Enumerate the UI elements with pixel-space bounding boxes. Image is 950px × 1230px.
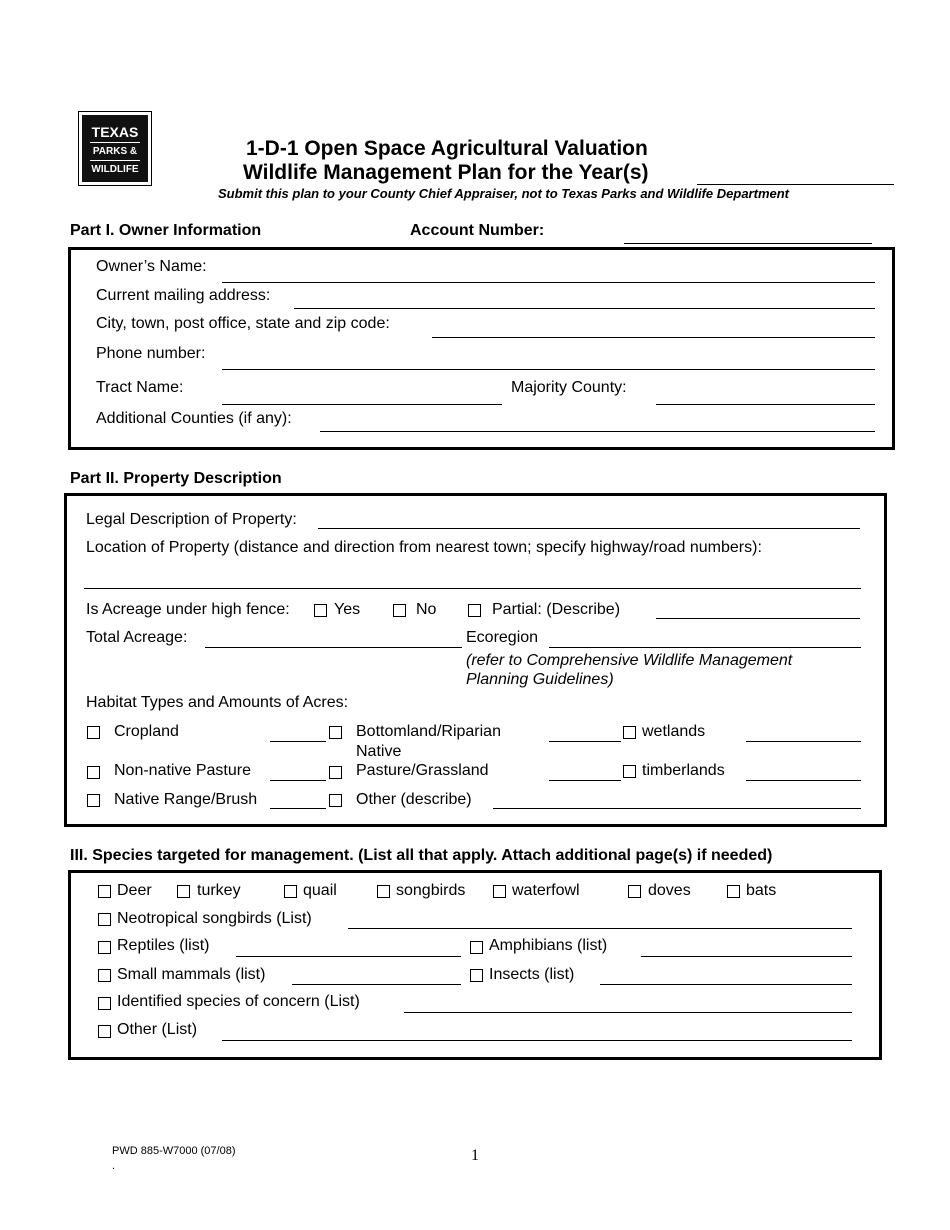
timberlands-acres-field[interactable] (746, 780, 861, 781)
ecoregion-note-line1: (refer to Comprehensive Wildlife Management (466, 652, 793, 669)
turkey-label: turkey (197, 882, 241, 899)
native-label: Native (356, 743, 402, 760)
waterfowl-label: waterfowl (512, 882, 580, 899)
part3-heading: III. Species targeted for management. (List all that apply. Attach additional page(s) if needed) (70, 847, 773, 864)
account-number-field[interactable] (624, 243, 872, 244)
city-field[interactable] (432, 337, 875, 338)
city-label: City, town, post office, state and zip code: (96, 315, 390, 332)
ecoregion-note-line2: Planning Guidelines) (466, 671, 614, 688)
turkey-checkbox[interactable] (177, 885, 190, 898)
small-mammals-field[interactable] (292, 984, 461, 985)
tract-name-field[interactable] (222, 404, 502, 405)
other-habitat-label: Other (describe) (356, 791, 472, 808)
amphibians-checkbox[interactable] (470, 941, 483, 954)
high-fence-label: Is Acreage under high fence: (86, 601, 290, 618)
bats-label: bats (746, 882, 777, 899)
form-title: 1-D-1 Open Space Agricultural Valuation (246, 137, 648, 160)
amphibians-label: Amphibians (list) (489, 937, 608, 954)
waterfowl-checkbox[interactable] (493, 885, 506, 898)
neotropical-field[interactable] (348, 928, 852, 929)
additional-counties-label: Additional Counties (if any): (96, 410, 292, 427)
additional-counties-field[interactable] (320, 431, 875, 432)
high-fence-no-label: No (416, 601, 437, 618)
majority-county-label: Majority County: (511, 379, 627, 396)
timberlands-checkbox[interactable] (623, 765, 636, 778)
non-native-pasture-checkbox[interactable] (87, 766, 100, 779)
owners-name-field[interactable] (222, 282, 875, 283)
species-of-concern-checkbox[interactable] (98, 997, 111, 1010)
native-pasture-checkbox[interactable] (329, 766, 342, 779)
neotropical-checkbox[interactable] (98, 913, 111, 926)
phone-label: Phone number: (96, 345, 206, 362)
other-species-field[interactable] (222, 1040, 852, 1041)
songbirds-label: songbirds (396, 882, 466, 899)
high-fence-partial-label: Partial: (Describe) (492, 601, 621, 618)
wetlands-acres-field[interactable] (746, 741, 861, 742)
reptiles-checkbox[interactable] (98, 941, 111, 954)
other-species-label: Other (List) (117, 1021, 198, 1038)
total-acreage-field[interactable] (205, 647, 462, 648)
native-pasture-label: Pasture/Grassland (356, 762, 489, 779)
small-mammals-checkbox[interactable] (98, 969, 111, 982)
owners-name-label: Owner’s Name: (96, 258, 207, 275)
non-native-pasture-label: Non-native Pasture (114, 762, 251, 779)
part2-heading: Part II. Property Description (70, 470, 282, 487)
high-fence-no-checkbox[interactable] (393, 604, 406, 617)
high-fence-partial-checkbox[interactable] (468, 604, 481, 617)
insects-field[interactable] (600, 984, 852, 985)
form-title-year: Wildlife Management Plan for the Year(s) (243, 161, 649, 184)
species-of-concern-label: Identified species of concern (List) (117, 993, 360, 1010)
native-range-checkbox[interactable] (87, 794, 100, 807)
reptiles-field[interactable] (236, 956, 461, 957)
high-fence-yes-label: Yes (334, 601, 361, 618)
logo-line-wildlife: WILDLIFE (91, 164, 139, 175)
form-subtitle: Submit this plan to your County Chief Appraiser, not to Texas Parks and Wildlife Department (218, 186, 789, 201)
ecoregion-label: Ecoregion (466, 629, 539, 646)
deer-checkbox[interactable] (98, 885, 111, 898)
high-fence-yes-checkbox[interactable] (314, 604, 327, 617)
form-number: PWD 885-W7000 (07/08) (112, 1145, 236, 1157)
other-species-checkbox[interactable] (98, 1025, 111, 1038)
total-acreage-label: Total Acreage: (86, 629, 188, 646)
partial-describe-field[interactable] (656, 618, 860, 619)
quail-label: quail (303, 882, 337, 899)
part1-heading: Part I. Owner Information (70, 222, 262, 239)
species-of-concern-field[interactable] (404, 1012, 852, 1013)
ecoregion-field[interactable] (549, 647, 861, 648)
account-number-label: Account Number: (410, 222, 545, 239)
cropland-checkbox[interactable] (87, 726, 100, 739)
page-number: 1 (471, 1147, 479, 1164)
wetlands-checkbox[interactable] (623, 726, 636, 739)
year-field-line[interactable] (697, 184, 894, 185)
location-label: Location of Property (distance and direction from nearest town; specify highway/road numbers): (86, 539, 762, 556)
habitat-heading: Habitat Types and Amounts of Acres: (86, 694, 349, 711)
cropland-acres-field[interactable] (270, 741, 326, 742)
bats-checkbox[interactable] (727, 885, 740, 898)
doves-checkbox[interactable] (628, 885, 641, 898)
doves-label: doves (648, 882, 691, 899)
bottomland-label: Bottomland/Riparian (356, 723, 501, 740)
reptiles-label: Reptiles (list) (117, 937, 210, 954)
amphibians-field[interactable] (641, 956, 852, 957)
wetlands-label: wetlands (642, 723, 706, 740)
native-range-label: Native Range/Brush (114, 791, 258, 808)
majority-county-field[interactable] (656, 404, 875, 405)
deer-label: Deer (117, 882, 152, 899)
bottomland-acres-field[interactable] (549, 741, 621, 742)
small-mammals-label: Small mammals (list) (117, 966, 266, 983)
native-range-acres-field[interactable] (270, 808, 326, 809)
other-habitat-checkbox[interactable] (329, 794, 342, 807)
legal-description-field[interactable] (318, 528, 860, 529)
songbirds-checkbox[interactable] (377, 885, 390, 898)
tpwd-logo (78, 111, 152, 186)
other-habitat-field[interactable] (493, 808, 861, 809)
mailing-address-field[interactable] (294, 308, 875, 309)
bottomland-checkbox[interactable] (329, 726, 342, 739)
native-pasture-acres-field[interactable] (549, 780, 621, 781)
neotropical-label: Neotropical songbirds (List) (117, 910, 312, 927)
tract-name-label: Tract Name: (96, 379, 184, 396)
timberlands-label: timberlands (642, 762, 725, 779)
legal-description-label: Legal Description of Property: (86, 511, 297, 528)
insects-checkbox[interactable] (470, 969, 483, 982)
logo-line-texas: TEXAS (91, 124, 139, 140)
footer-dot: . (112, 1160, 116, 1172)
phone-field[interactable] (222, 369, 875, 370)
logo-line-parks: PARKS & (92, 146, 138, 157)
quail-checkbox[interactable] (284, 885, 297, 898)
location-field[interactable] (84, 588, 861, 589)
insects-label: Insects (list) (489, 966, 575, 983)
cropland-label: Cropland (114, 723, 179, 740)
mailing-address-label: Current mailing address: (96, 287, 271, 304)
non-native-pasture-acres-field[interactable] (270, 780, 326, 781)
